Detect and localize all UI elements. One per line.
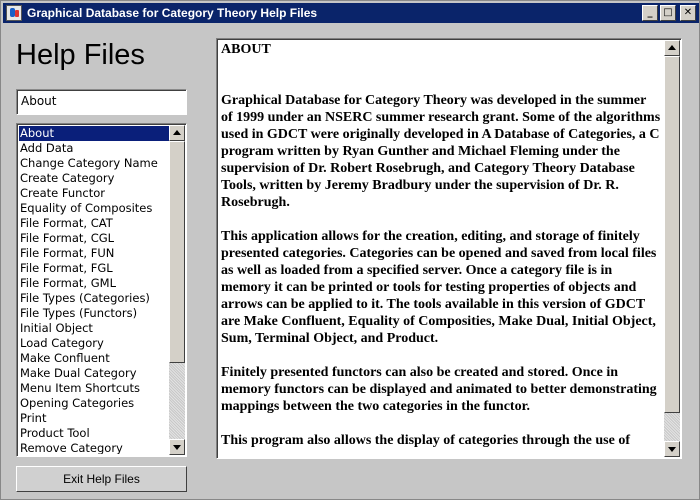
current-topic-field[interactable]: About — [16, 89, 187, 115]
topic-list-item[interactable]: Initial Object — [20, 321, 93, 335]
topic-list-item[interactable]: File Types (Categories) — [20, 291, 150, 305]
topic-list-item[interactable]: Make Confluent — [20, 351, 110, 365]
topic-list-item[interactable]: About — [19, 126, 171, 141]
arrow-up-icon — [173, 130, 181, 135]
topic-list-item[interactable]: File Format, GML — [20, 276, 116, 290]
topic-list-item[interactable]: File Format, FGL — [20, 261, 113, 275]
help-content-text — [221, 41, 661, 456]
arrow-down-icon — [173, 445, 181, 450]
content-scrollbar[interactable] — [664, 40, 680, 457]
topic-list-item[interactable]: File Format, FUN — [20, 246, 115, 260]
content-paragraph: This program also allows the display of categories through the use of — [221, 433, 630, 448]
arrow-up-icon — [668, 45, 676, 50]
topic-list-items — [19, 126, 171, 454]
window-controls — [642, 5, 696, 21]
topic-list-item[interactable]: Product Tool — [20, 426, 90, 440]
content-paragraph: This application allows for the creation, editing, and storage of finitely presented categories. Categories can be opened and saved from local files as well as loaded from a specified server. Once a category file is in memory it can be printed or tools for testing properties of objects and arrows can be applied to it. The tools available in this version of GDCT are Make Confluent, Equality of Composities, Make Dual, Initial Object, Sum, Terminal Object, and Product. — [221, 229, 657, 346]
topic-list[interactable] — [16, 123, 187, 457]
java-app-icon — [6, 5, 22, 21]
title-bar[interactable] — [3, 3, 699, 23]
topic-list-item[interactable]: Add Data — [20, 141, 74, 155]
arrow-down-icon — [668, 447, 676, 452]
topic-list-item[interactable]: Remove Category — [20, 441, 123, 454]
topic-list-item[interactable]: Create Functor — [20, 186, 106, 200]
topic-list-item[interactable]: Menu Item Shortcuts — [20, 381, 141, 395]
scroll-down-button[interactable] — [169, 439, 185, 455]
maximize-button[interactable]: □ — [660, 5, 676, 21]
content-spacer — [221, 58, 661, 92]
topic-list-item[interactable]: Load Category — [20, 336, 104, 350]
topic-list-item[interactable]: File Format, CAT — [20, 216, 113, 230]
topic-list-item[interactable]: File Types (Functors) — [20, 306, 138, 320]
topic-list-scrollbar[interactable] — [169, 125, 185, 455]
topic-list-item[interactable]: Create Category — [20, 171, 115, 185]
close-button[interactable]: ✕ — [680, 5, 696, 21]
minimize-button[interactable]: _ — [642, 5, 658, 21]
content-scroll-thumb[interactable] — [664, 56, 680, 413]
content-paragraph: Finitely presented functors can also be created and stored. Once in memory functors can be displayed and animated to better demonstrating mappings between the two categories in the functor. — [221, 365, 657, 414]
scroll-up-button[interactable] — [169, 125, 185, 141]
topic-list-item[interactable]: Change Category Name — [20, 156, 158, 170]
exit-help-button[interactable]: Exit Help Files — [16, 466, 187, 492]
content-heading: ABOUT — [221, 42, 271, 57]
help-files-heading: Help Files — [16, 39, 145, 71]
topic-list-item[interactable]: Print — [20, 411, 47, 425]
content-scroll-down-button[interactable] — [664, 441, 680, 457]
topic-list-item[interactable]: Make Dual Category — [20, 366, 137, 380]
topic-list-item[interactable]: Opening Categories — [20, 396, 135, 410]
topic-list-item[interactable]: File Format, CGL — [20, 231, 115, 245]
content-paragraph: Graphical Database for Category Theory was developed in the summer of 1999 under an NSERC summer research grant. Some of the algorithms used in GDCT were originally developed in A Database of Categories, a C program written by Ryan Gunther and Michael Fleming under the supervision of Dr. Robert Rosebrugh, and Category Theory Database Tools, written by Jeremy Bradbury under the supervision of Dr. R. Rosebrugh. — [221, 93, 661, 210]
topic-list-item[interactable]: Equality of Composites — [20, 201, 153, 215]
help-content-pane[interactable] — [216, 38, 682, 459]
content-scroll-up-button[interactable] — [664, 40, 680, 56]
scroll-thumb[interactable] — [169, 141, 185, 363]
window-title: Graphical Database for Category Theory Help Files — [27, 6, 318, 20]
